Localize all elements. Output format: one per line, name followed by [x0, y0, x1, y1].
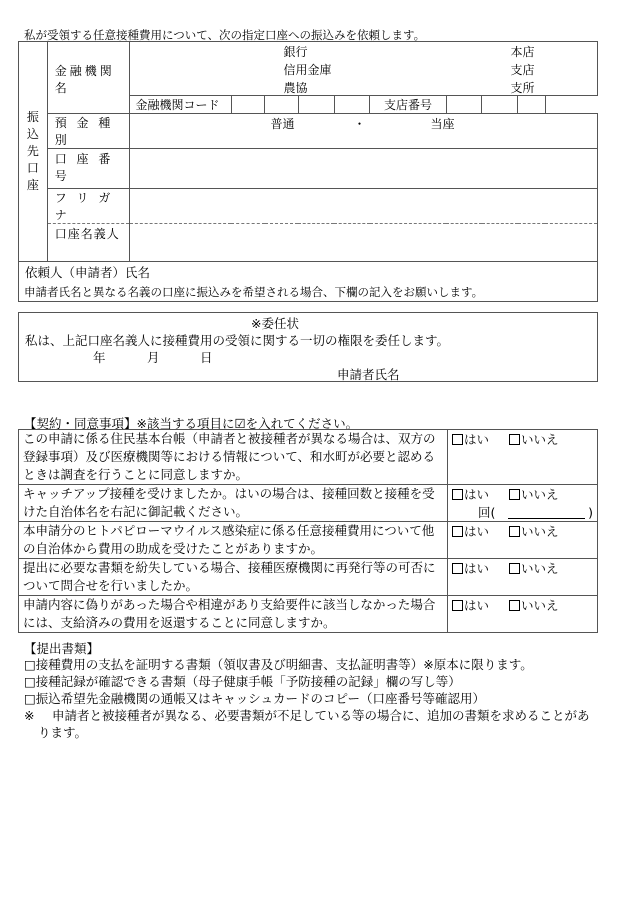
no-checkbox[interactable]: いいえ: [509, 560, 559, 578]
account-holder-field[interactable]: [129, 224, 597, 262]
document-item-1: □接種費用の支払を証明する書類（領収書及び明細書、支払証明書等）※原本に限ります。: [24, 657, 533, 672]
proxy-box[interactable]: [18, 312, 598, 382]
no-checkbox[interactable]: いいえ: [509, 523, 559, 541]
agreement-answer-2: [448, 485, 598, 522]
bank-account-table: [18, 41, 598, 302]
checkbox-icon: [452, 600, 463, 611]
checkbox-icon: [452, 489, 463, 500]
branch-type-head: 本店: [510, 45, 535, 59]
yes-checkbox[interactable]: はい: [452, 431, 489, 449]
institution-type-nokyo: 農協: [283, 81, 308, 95]
document-item-3: □振込希望先金融機関の通帳又はキャッシュカードのコピー（口座番号等確認用）: [24, 691, 486, 706]
checkbox-icon: [509, 489, 520, 500]
deposit-current: 当座: [430, 117, 455, 131]
documents-title: 【提出書類】: [24, 641, 100, 656]
count-suffix: ): [588, 505, 593, 520]
branch-type-office: 支所: [510, 81, 535, 95]
furigana-label: フ リ ガ ナ: [47, 189, 129, 224]
institution-code-digit-2[interactable]: [265, 96, 298, 114]
proxy-title: ※委任状: [251, 316, 299, 331]
branch-number-digit-1[interactable]: [446, 96, 481, 114]
checkbox-icon: [509, 434, 520, 445]
proxy-month: 月: [147, 350, 160, 365]
institution-code-digit-4[interactable]: [334, 96, 369, 114]
institution-name-label: 金融機関名: [47, 42, 129, 114]
branch-number-digit-2[interactable]: [482, 96, 518, 114]
vaccination-count-field[interactable]: [452, 504, 593, 521]
documents-note-mark: ※: [24, 708, 35, 723]
agreement-answer-1: [448, 430, 598, 485]
checkbox-icon: [452, 526, 463, 537]
branch-type-branch: 支店: [510, 63, 535, 77]
agreement-question-4: 提出に必要な書類を紛失している場合、接種医療機関に再発行等の可否について問合せを行いましたか。: [19, 559, 448, 596]
yes-checkbox[interactable]: はい: [452, 523, 489, 541]
count-prefix: 回(: [478, 505, 496, 520]
agreement-table: [18, 429, 598, 633]
institution-type-shinkin: 信用金庫: [283, 63, 332, 77]
institution-code-label: 金融機関コード: [129, 96, 231, 114]
agreement-title: 【契約・同意事項】※該当する項目に☑を入れてください。: [24, 416, 359, 431]
account-number-label: 口 座 番 号: [47, 149, 129, 189]
institution-code-digit-3[interactable]: [298, 96, 334, 114]
no-checkbox[interactable]: いいえ: [509, 486, 559, 504]
yes-checkbox[interactable]: はい: [452, 597, 489, 615]
proxy-day: 日: [200, 350, 213, 365]
furigana-field[interactable]: [129, 189, 597, 224]
no-checkbox[interactable]: いいえ: [509, 431, 559, 449]
agreement-question-5: 申請内容に偽りがあった場合や相違があり支給要件に該当しなかった場合には、支給済みの費用を返還することに同意しますか。: [19, 596, 448, 633]
proxy-note: 申請者氏名と異なる名義の口座に振込みを希望される場合、下欄の記入をお願いします。: [24, 285, 484, 299]
institution-code-digit-1[interactable]: [231, 96, 264, 114]
account-holder-label: 口座名義人: [47, 224, 129, 262]
agreement-answer-5: [448, 596, 598, 633]
checkbox-icon: [452, 434, 463, 445]
agreement-question-1: この申請に係る住民基本台帳（申請者と被接種者が異なる場合は、双方の登録事項）及び医療機関等における情報について、和水町が必要と認めるときは調査を行うことに同意しますか。: [19, 430, 448, 485]
transfer-account-section-label: 振 込 先 口 座: [19, 42, 48, 262]
agreement-row: [19, 559, 598, 596]
checkbox-icon: [452, 563, 463, 574]
institution-type-bank: 銀行: [283, 45, 308, 59]
agreement-answer-3: [448, 522, 598, 559]
checkbox-icon: [509, 526, 520, 537]
deposit-separator: ・: [353, 117, 366, 131]
proxy-year: 年: [93, 350, 106, 365]
institution-name-field[interactable]: [129, 42, 597, 96]
agreement-row: [19, 485, 598, 522]
no-checkbox[interactable]: いいえ: [509, 597, 559, 615]
intro-text: 私が受領する任意接種費用について、次の指定口座への振込みを依頼します。: [24, 28, 426, 42]
deposit-type-label: 預 金 種 別: [47, 114, 129, 149]
deposit-ordinary: 普通: [270, 117, 295, 131]
account-number-field[interactable]: [129, 149, 597, 189]
agreement-question-3: 本申請分のヒトパピローマウイルス感染症に係る任意接種費用について他の自治体から費用の助成を受けたことがありますか。: [19, 522, 448, 559]
agreement-row: [19, 522, 598, 559]
agreement-row: [19, 596, 598, 633]
yes-checkbox[interactable]: はい: [452, 486, 489, 504]
requester-name-label: 依頼人（申請者）氏名: [25, 265, 151, 280]
checkbox-icon: [509, 600, 520, 611]
agreement-row: [19, 430, 598, 485]
documents-note: 申請者と被接種者が異なる、必要書類が不足している等の場合に、追加の書類を求めることがあります。: [38, 708, 590, 740]
deposit-type-field[interactable]: [129, 114, 597, 149]
agreement-question-2: キャッチアップ接種を受けましたか。はいの場合は、接種回数と接種を受けた自治体名を右記に御記載ください。: [19, 485, 448, 522]
branch-number-label: 支店番号: [370, 96, 447, 114]
yes-checkbox[interactable]: はい: [452, 560, 489, 578]
proxy-signature-label: 申請者氏名: [337, 367, 400, 382]
branch-number-digit-3[interactable]: [518, 96, 545, 114]
proxy-body: 私は、上記口座名義人に接種費用の受領に関する一切の権限を委任します。: [25, 333, 450, 348]
document-item-2: □接種記録が確認できる書類（母子健康手帳「予防接種の記録」欄の写し等）: [24, 674, 461, 689]
agreement-answer-4: [448, 559, 598, 596]
checkbox-icon: [509, 563, 520, 574]
